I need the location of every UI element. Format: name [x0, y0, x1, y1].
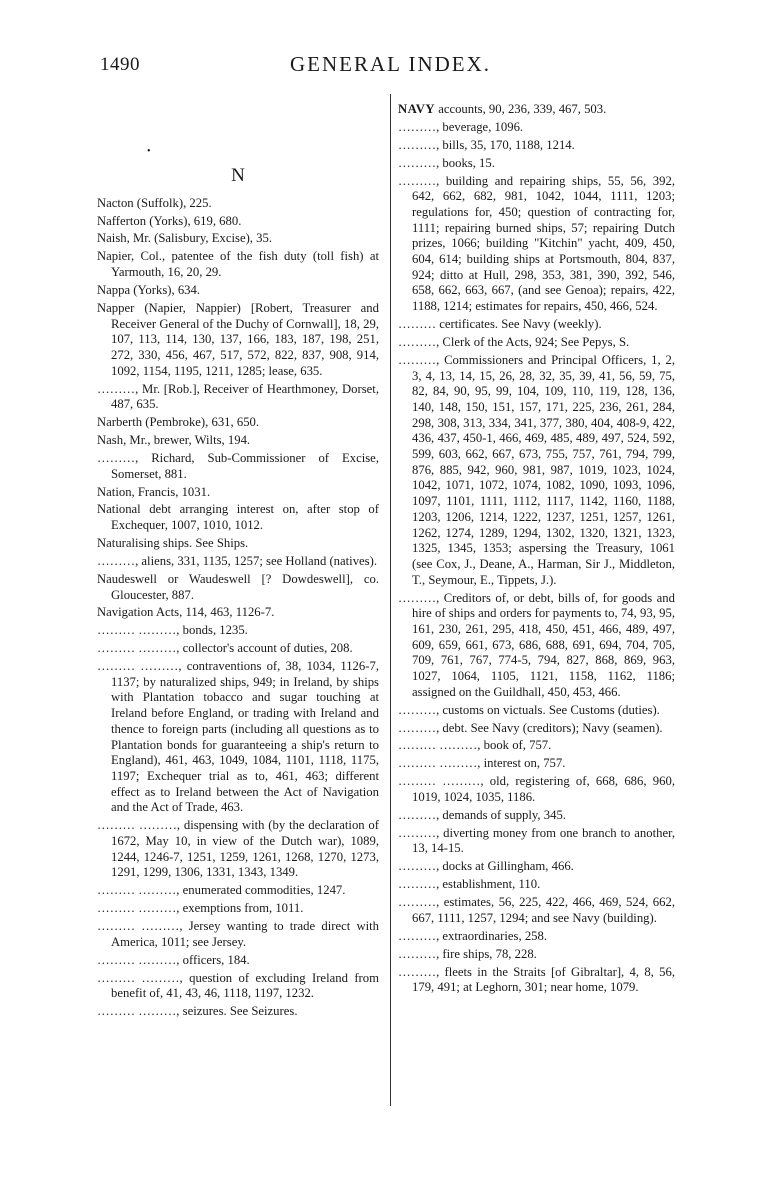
index-entry: ………, debt. See Navy (creditors); Navy (seamen).: [398, 720, 663, 735]
page-number: 1490: [100, 54, 140, 75]
index-entry: ………, diverting money from one branch to another, 13, 14-15.: [398, 825, 675, 856]
index-entry: ……… ………, old, registering of, 668, 686, 960, 1019, 1024, 1035, 1186.: [398, 774, 675, 804]
right-column: [398, 102, 675, 998]
index-entry: Napier, Col., patentee of the fish duty (toll fish) at Yarmouth, 16, 20, 29.: [97, 249, 379, 280]
index-entry: ………, establishment, 110.: [398, 877, 541, 892]
index-entry: ………, estimates, 56, 225, 422, 466, 469, 524, 662, 667, 1111, 1257, 1294; and see Navy (building).: [398, 895, 675, 925]
index-entry: ………, fleets in the Straits [of Gibraltar], 4, 8, 56, 179, 491; at Leghorn, 301; near home, 1079.: [398, 964, 675, 995]
index-entry: Nash, Mr., brewer, Wilts, 194.: [97, 433, 251, 448]
index-entry: ……… ………, Jersey wanting to trade direct with America, 1011; see Jersey.: [97, 919, 379, 949]
index-entry: Naudeswell or Waudeswell [? Dowdeswell], co. Gloucester, 887.: [97, 571, 379, 602]
index-entry: ……… ………, question of excluding Ireland from benefit of, 41, 43, 46, 1118, 1197, 1232.: [97, 970, 379, 1001]
index-entry: ………, Creditors of, or debt, bills of, for goods and hire of ships and orders for payments to, 74, 93, 95, 161, 230, 261, 295, 418, 450, 451, 466, 489, 497, 609, 659, 661, 673, 686, 688, 691, 694, 704, 705, 709, 761, 767, 774-5, 794, 827, 868, 869, 963, 1027, 1064, 1105, 1121, 1158, 1162, 1186; assigned on the Guildhall, 450, 453, 466.: [398, 590, 675, 699]
index-entry: ………, bills, 35, 170, 1188, 1214.: [398, 137, 575, 152]
running-title: GENERAL INDEX.: [290, 52, 492, 76]
index-entry: Nacton (Suffolk), 225.: [97, 195, 212, 210]
index-entry: Narberth (Pembroke), 631, 650.: [97, 415, 260, 430]
index-entry: ………, aliens, 331, 1135, 1257; see Holland (natives).: [97, 553, 378, 568]
index-entry: ………, extraordinaries, 258.: [398, 928, 548, 943]
index-entry: ………, fire ships, 78, 228.: [398, 946, 537, 961]
index-entry: Nappa (Yorks), 634.: [97, 282, 201, 297]
index-entry: ……… ………, exemptions from, 1011.: [97, 901, 304, 916]
index-entry: National debt arranging interest on, after stop of Exchequer, 1007, 1010, 1012.: [97, 502, 379, 533]
index-entry: ……… ………, interest on, 757.: [398, 756, 566, 771]
index-entry: ………, building and repairing ships, 55, 56, 392, 642, 662, 682, 981, 1042, 1044, 1111, 1203; regulations for, 450; question of contracting for, 1111; repairing burned ships, 57; repairing Dutch prizes, 1066; building "Kitchin" yacht, 409, 450, 604, 614; building ships at Portsmouth, 804, 837, 924; ditto at Hull, 298, 353, 381, 390, 392, 546, 658, 662, 663, 667, (and see Genoa); repairs, 422, 1188, 1214; estimates for repairs, 450, 466, 524.: [398, 173, 675, 314]
section-letter: N: [231, 165, 245, 186]
index-entry: Navigation Acts, 114, 463, 1126-7.: [97, 605, 275, 620]
index-entry: ……… ………, contraventions of, 38, 1034, 1126-7, 1137; by naturalized ships, 949; in Ireland, by ships with Plantation tobacco and sugar touching at Ireland before England, or trading with Ireland and thence to foreign parts (including all questions as to Plantation bonds for guaranteeing a ship's return to England), 461, 463, 1049, 1084, 1101, 1118, 1175, 1197; Exchequer trial as to, 461, 463; different effect as to Ireland between the Act of Navigation and the Act of Trade, 463.: [97, 659, 379, 815]
index-entry: ………, demands of supply, 345.: [398, 807, 566, 822]
index-entry: Nation, Francis, 1031.: [97, 484, 211, 499]
index-entry: Nafferton (Yorks), 619, 680.: [97, 213, 242, 228]
index-entry: ……… ………, enumerated commodities, 1247.: [97, 883, 346, 898]
index-entry: ………, customs on victuals. See Customs (duties).: [398, 702, 660, 717]
navy-heading-rest: accounts, 90, 236, 339, 467, 503.: [435, 102, 607, 116]
index-entry: ……… ………, collector's account of duties, 208.: [97, 641, 353, 656]
index-entry: ……… ………, bonds, 1235.: [97, 623, 248, 638]
navy-heading-word: NAVY: [398, 102, 436, 116]
index-entry: Naish, Mr. (Salisbury, Excise), 35.: [97, 231, 273, 246]
index-entry: ………, beverage, 1096.: [398, 119, 524, 134]
index-entry: ………, Clerk of the Acts, 924; See Pepys, S.: [398, 334, 630, 349]
index-entry: ……… ………, book of, 757.: [398, 738, 552, 753]
column-divider: [390, 94, 391, 1106]
left-column: [97, 102, 379, 1022]
index-entry: ………, books, 15.: [398, 155, 495, 170]
navy-heading-entry: [398, 102, 675, 118]
index-entry: ………, Commissioners and Principal Officers, 1, 2, 3, 4, 13, 14, 15, 26, 28, 32, 35, 39, 41, 56, 59, 75, 82, 84, 90, 95, 99, 104, 109, 110, 119, 128, 136, 140, 148, 150, 151, 157, 171, 225, 236, 261, 284, 298, 308, 313, 334, 341, 377, 380, 404, 408-9, 422, 436, 437, 450-1, 466, 469, 485, 489, 497, 524, 592, 599, 603, 662, 667, 673, 755, 757, 761, 794, 799, 876, 885, 942, 960, 981, 987, 1019, 1023, 1024, 1042, 1071, 1072, 1074, 1082, 1090, 1093, 1096, 1097, 1101, 1111, 1112, 1117, 1142, 1160, 1188, 1203, 1206, 1214, 1222, 1237, 1251, 1257, 1261, 1262, 1274, 1289, 1294, 1302, 1320, 1321, 1323, 1325, 1345, 1353; aspersing the Treasury, 1061 (see Cox, J., Deane, A., Harman, Sir J., Middleton, T., Seymour, E., Tippets, J.).: [398, 352, 675, 587]
index-entry: ……… certificates. See Navy (weekly).: [398, 317, 602, 332]
index-entry: ………, Richard, Sub-Commissioner of Excise, Somerset, 881.: [97, 450, 379, 481]
dot-mark: •: [147, 146, 151, 157]
index-entry: ………, Mr. [Rob.], Receiver of Hearthmoney, Dorset, 487, 635.: [97, 381, 379, 412]
index-entry: Napper (Napier, Nappier) [Robert, Treasurer and Receiver General of the Duchy of Cornwall], 18, 29, 107, 113, 114, 130, 137, 166, 183, 187, 198, 251, 272, 330, 456, 467, 517, 572, 822, 837, 908, 914, 1092, 1154, 1195, 1211, 1285; lease, 635.: [97, 300, 379, 378]
index-entry: ………, docks at Gillingham, 466.: [398, 859, 574, 874]
index-entry: ……… ………, dispensing with (by the declaration of 1672, May 10, in view of the Dutch war), 1089, 1244, 1246-7, 1251, 1259, 1261, 1268, 1270, 1273, 1291, 1299, 1306, 1331, 1343, 1349.: [97, 818, 379, 880]
index-entry: Naturalising ships. See Ships.: [97, 536, 249, 551]
index-entry: ……… ………, officers, 184.: [97, 952, 250, 967]
index-entry: ……… ………, seizures. See Seizures.: [97, 1004, 298, 1019]
